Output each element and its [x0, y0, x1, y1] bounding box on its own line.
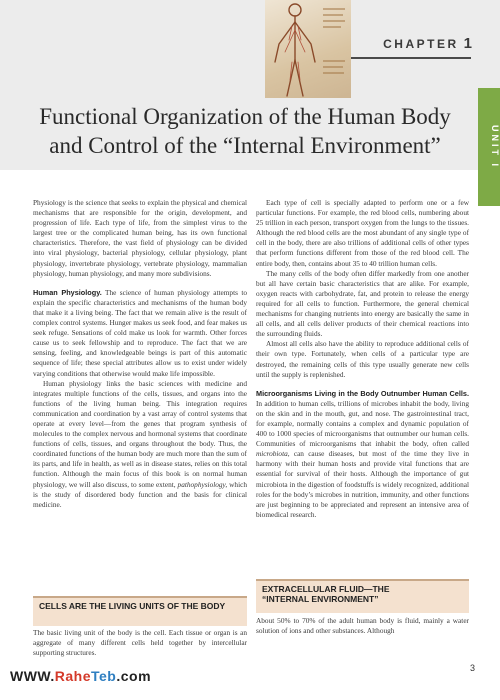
- unit-tab-label: UNIT I: [490, 125, 500, 169]
- chapter-label: [362, 35, 472, 52]
- watermark-teb: Teb: [91, 668, 117, 684]
- pathophysiology-term: pathophysiology,: [177, 479, 228, 489]
- microorganisms-paragraph: [256, 389, 469, 520]
- ecf-text: About 50% to 70% of the adult human body is fluid, mainly a water solution of ions and other substances. Although: [256, 616, 469, 636]
- cell-types-paragraph: Each type of cell is specially adapted to perform one or a few particular functions. For example, the red blood cells, numbering about 25 trillion in each person, transport oxygen from the lungs to the tissues. Although the red blood cells are the most abundant of any single type of cell in the body, there are also trillions of additional cells of other types that perform functions different from those of the red blood cell. The entire body, then, contains about 35 to 40 trillion human cells.: [256, 198, 469, 268]
- chapter-rule: [351, 57, 471, 59]
- intro-paragraph: Physiology is the science that seeks to explain the physical and chemical mechanisms that are responsible for the origin, development, and progression of life. Each type of life, from the simplest virus to the largest tree or the complicated human being, has its own functional characteristics. Therefore, the vast field of physiology can be divided into viral physiology, bacterial physiology, cellular physiology, plant physiology, invertebrate physiology, vertebrate physiology, mammalian physiology, human physiology, and many more subdivisions.: [33, 198, 247, 278]
- chapter-number: 1: [463, 35, 472, 52]
- site-watermark: [10, 668, 151, 684]
- section-heading-box: [33, 596, 247, 626]
- section-heading-cells: CELLS ARE THE LIVING UNITS OF THE BODY: [39, 601, 226, 611]
- integration-text-b: which is the study of disordered body function and the basis for clinical medicine.: [33, 479, 247, 509]
- watermark-www: WWW.: [10, 668, 55, 684]
- microbiota-term: microbiota,: [256, 449, 290, 459]
- chapter-word: CHAPTER: [383, 37, 459, 51]
- cells-text: The basic living unit of the body is the cell. Each tissue or organ is an aggregate of many different cells held together by intercellular supporting structures.: [33, 628, 247, 658]
- watermark-com: .com: [116, 668, 152, 684]
- ecf-paragraph: [256, 616, 469, 636]
- human-physiology-text: The science of human physiology attempts to explain the specific characteristics and mechanisms of the human body that make it a living being. The fact that we remain alive is the result of complex control systems. Hunger makes us seek food, and fear makes us seek refuge. Sensations of cold make us look for warmth. Other forces cause us to seek fellowship and to reproduce. The fact that we are sensing, feeling, and knowledgeable beings is part of this automatic sequence of life; these special attributes allow us to exist under widely varying conditions that otherwise would make life impossible.: [33, 287, 248, 378]
- title-line-1: Functional Organization of the Human Body: [39, 104, 451, 129]
- section-heading-box: [256, 579, 469, 613]
- anatomy-illustration: [265, 0, 351, 98]
- human-physiology-heading: Human Physiology.: [33, 287, 102, 297]
- integration-paragraph: [33, 379, 247, 510]
- human-physiology-paragraph: [33, 288, 247, 379]
- cell-characteristics-paragraph: The many cells of the body often differ markedly from one another but all have certain basic characteristics that are alike. For example, oxygen reacts with carbohydrate, fat, and protein to release the energy required for all cells to function. Furthermore, the general chemical mechanisms for changing nutrients into energy are basically the same in all cells, and all cells deliver products of their chemical reactions into the surrounding fluids.: [256, 268, 469, 339]
- chapter-title: [20, 102, 470, 160]
- title-line-2: and Control of the “Internal Environment”: [49, 133, 441, 158]
- microorganisms-text-b: can cause diseases, but most of the time they live in harmony with their human hosts and provide vital functions that are essential for survival of their hosts. Although the importance of gut microbiota in the digestion of foodstuffs is widely recognized, additional roles for the body’s microbes in nutrition, immunity, and other functions are just beginning to be appreciated and represent an intensive area of biomedical research.: [256, 449, 469, 519]
- cells-paragraph: [33, 628, 247, 658]
- microorganisms-heading: Microorganisms Living in the Body Outnumber Human Cells.: [256, 388, 469, 398]
- cell-reproduction-paragraph: Almost all cells also have the ability to reproduce additional cells of their own type. Fortunately, when cells of a particular type are destroyed, the remaining cells of this type usually generate new cells until the supply is replenished.: [256, 339, 469, 379]
- section-heading-ecf: [256, 581, 469, 607]
- section-heading-ecf-line-1: EXTRACELLULAR FLUID—THE: [262, 584, 390, 594]
- page-number: 3: [470, 663, 476, 673]
- watermark-rahe: Rahe: [54, 668, 91, 684]
- right-column: [256, 198, 469, 520]
- integration-text-a: Human physiology links the basic sciences with medicine and integrates multiple functions of the cells, tissues, and organs into the functions of the living human being. This integration requires communication and coordination by a vast array of control systems that operate at every level—from the genes that program synthesis of molecules to the complex nervous and hormonal systems that coordinate functions of cells, tissues, and organs throughout the body. Thus, the coordinated functions of the human body are much more than the sum of its parts, and life in health, as well as in disease states, relies on this total function. Although the main focus of this book is on normal human physiology, we will also discuss, to some extent,: [33, 378, 247, 489]
- left-column: [33, 198, 247, 510]
- section-heading-ecf-line-2: “INTERNAL ENVIRONMENT”: [262, 594, 379, 604]
- microorganisms-text-a: In addition to human cells, trillions of microbes inhabit the body, living on the skin and in the mouth, gut, and nose. The gastrointestinal tract, for example, normally contains a complex and dynamic population of 400 to 1000 species of microorganisms that outnumber our human cells. Communities of microorganisms that inhabit the body, often called: [256, 398, 469, 449]
